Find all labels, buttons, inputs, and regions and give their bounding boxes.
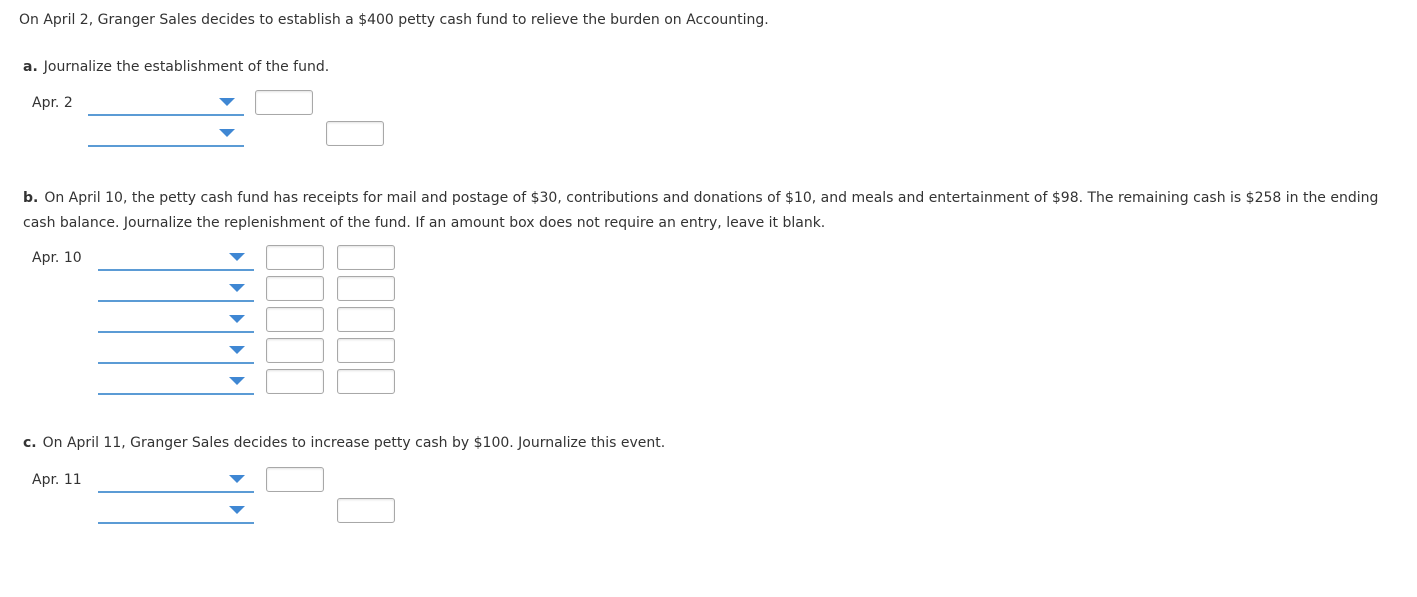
caret-down-icon — [219, 129, 235, 137]
caret-down-icon — [219, 98, 235, 106]
part-b-debit-input-3[interactable] — [266, 307, 324, 332]
part-b-credit-input-5[interactable] — [337, 369, 395, 394]
part-b-date: Apr. 10 — [32, 250, 82, 266]
part-c-letter: c. — [23, 435, 37, 451]
part-c-account-dropdown-1[interactable] — [98, 467, 254, 493]
part-b-account-dropdown-1[interactable] — [98, 245, 254, 271]
part-c-account-dropdown-2[interactable] — [98, 498, 254, 524]
part-a-debit-input-1[interactable] — [255, 90, 313, 115]
part-b-credit-input-1[interactable] — [337, 245, 395, 270]
part-a-letter: a. — [23, 59, 38, 75]
caret-down-icon — [229, 284, 245, 292]
part-c-credit-input-2[interactable] — [337, 498, 395, 523]
part-b-title — [23, 186, 1413, 236]
part-b-account-dropdown-4[interactable] — [98, 338, 254, 364]
part-b-debit-input-2[interactable] — [266, 276, 324, 301]
part-a-credit-input-2[interactable] — [326, 121, 384, 146]
part-b-account-dropdown-3[interactable] — [98, 307, 254, 333]
part-c-date: Apr. 11 — [32, 472, 82, 488]
part-c-debit-input-1[interactable] — [266, 467, 324, 492]
part-a-account-dropdown-1[interactable] — [88, 90, 244, 116]
caret-down-icon — [229, 377, 245, 385]
part-b-account-dropdown-2[interactable] — [98, 276, 254, 302]
part-b-debit-input-4[interactable] — [266, 338, 324, 363]
part-a-title — [23, 59, 329, 75]
caret-down-icon — [229, 253, 245, 261]
part-a-prompt: Journalize the establishment of the fund. — [43, 59, 330, 75]
part-c-prompt: On April 11, Granger Sales decides to increase petty cash by $100. Journalize this event. — [42, 435, 666, 451]
caret-down-icon — [229, 506, 245, 514]
part-a-date: Apr. 2 — [32, 95, 73, 111]
part-c-title — [23, 435, 665, 451]
caret-down-icon — [229, 475, 245, 483]
problem-intro: On April 2, Granger Sales decides to establish a $400 petty cash fund to relieve the burden on Accounting. — [19, 12, 769, 28]
part-b-credit-input-4[interactable] — [337, 338, 395, 363]
part-a-account-dropdown-2[interactable] — [88, 121, 244, 147]
part-b-account-dropdown-5[interactable] — [98, 369, 254, 395]
part-b-debit-input-5[interactable] — [266, 369, 324, 394]
part-b-credit-input-2[interactable] — [337, 276, 395, 301]
part-b-credit-input-3[interactable] — [337, 307, 395, 332]
part-b-debit-input-1[interactable] — [266, 245, 324, 270]
part-b-prompt: On April 10, the petty cash fund has receipts for mail and postage of $30, contributions and donations of $10, and meals and entertainment of $98. The remaining cash is $258 in the ending cash balance. Journalize the replenishment of the fund. If an amount box does not require an entry, leave it blank. — [23, 190, 1379, 231]
caret-down-icon — [229, 315, 245, 323]
caret-down-icon — [229, 346, 245, 354]
part-b-letter: b. — [23, 190, 39, 206]
